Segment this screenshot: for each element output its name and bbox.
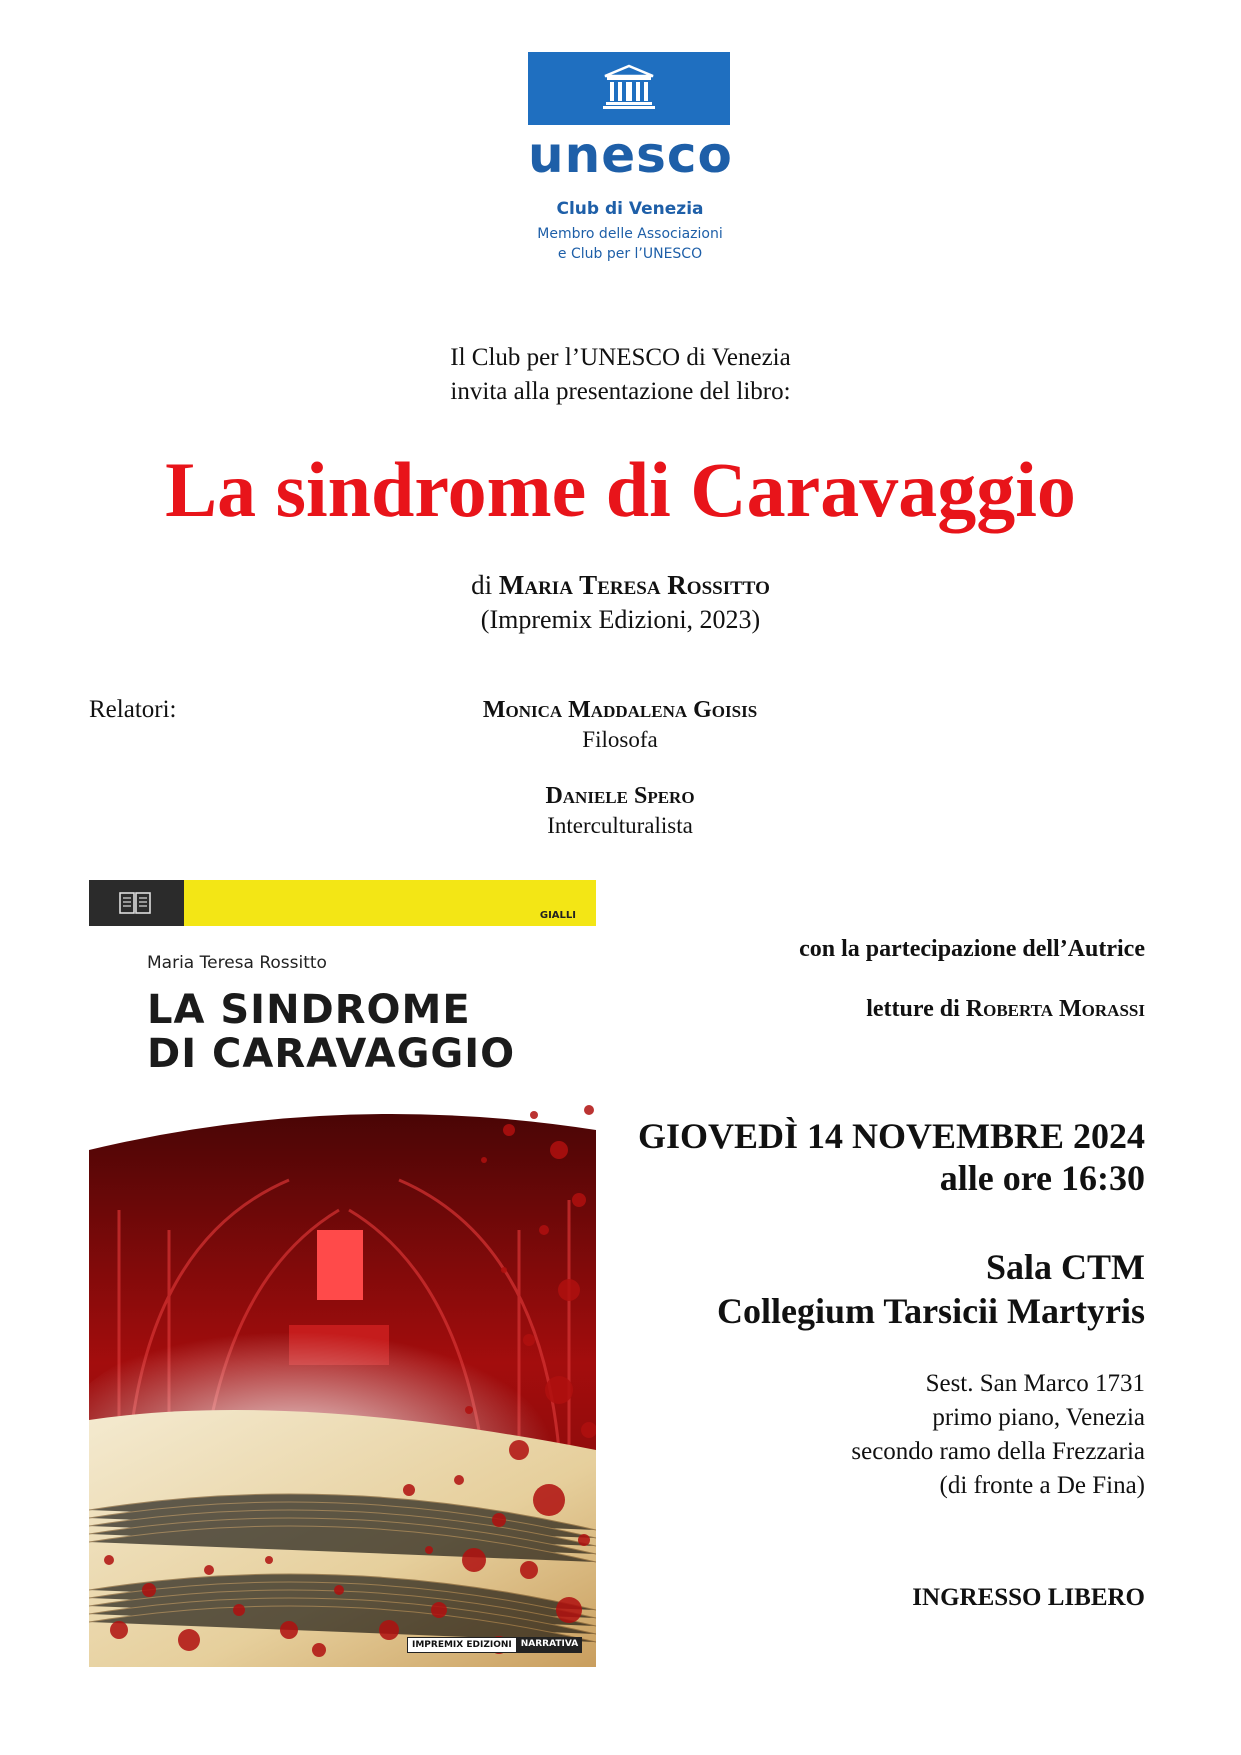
intro-line1: Il Club per l’UNESCO di Venezia <box>450 344 791 371</box>
speaker-1-role: Filosofa <box>582 727 658 752</box>
author-name: Maria Teresa Rossitto <box>498 570 770 600</box>
venue-line2: Collegium Tarsicii Martyris <box>717 1291 1145 1331</box>
readings-line <box>866 996 1145 1023</box>
free-entry: INGRESSO LIBERO <box>912 1584 1145 1611</box>
address-line2: primo piano, Venezia <box>932 1404 1145 1431</box>
author-prefix: di <box>471 570 499 600</box>
address-line3: secondo ramo della Frezzaria <box>851 1438 1145 1465</box>
logo-wordmark: unesco <box>528 126 733 184</box>
participation-line: con la partecipazione dell’Autrice <box>799 936 1145 962</box>
intro-line2: invita alla presentazione del libro: <box>450 378 791 405</box>
readings-prefix: letture di <box>866 996 966 1022</box>
speaker-1-name: Monica Maddalena Goisis <box>482 697 758 723</box>
speaker-2-name: Daniele Spero <box>545 783 695 809</box>
open-book-icon <box>119 891 151 915</box>
cover-title-line1: LA SINDROME <box>147 987 471 1033</box>
speakers-label: Relatori: <box>89 696 177 723</box>
club-subtitle-line1: Membro delle Associazioni <box>537 226 723 242</box>
event-date: GIOVEDÌ 14 NOVEMBRE 2024 <box>637 1116 1145 1156</box>
club-subtitle-line2: e Club per l’UNESCO <box>557 246 703 262</box>
book-cover <box>89 880 596 1667</box>
logo-blue-band <box>528 52 730 125</box>
speaker-2-role: Interculturalista <box>547 813 693 838</box>
cover-publisher-tag: IMPREMIX EDIZIONI <box>407 1637 517 1653</box>
cover-author: Maria Teresa Rossitto <box>147 953 327 973</box>
event-time: alle ore 16:30 <box>939 1158 1145 1198</box>
cover-series-tag: NARRATIVA <box>517 1637 582 1653</box>
cover-footer <box>407 1637 582 1653</box>
address-line4: (di fronte a De Fina) <box>939 1472 1145 1499</box>
temple-icon <box>601 64 657 110</box>
venue-line1: Sala CTM <box>985 1247 1145 1287</box>
address-line1: Sest. San Marco 1731 <box>925 1370 1145 1397</box>
book-title: La sindrome di Caravaggio <box>165 446 1076 533</box>
cover-title-line2: DI CARAVAGGIO <box>147 1031 516 1077</box>
cover-artwork <box>89 1090 596 1667</box>
readings-name: Roberta Morassi <box>965 996 1145 1022</box>
author-line <box>0 568 1241 602</box>
club-name: Club di Venezia <box>556 199 704 219</box>
cover-genre: GIALLI <box>539 910 576 921</box>
unesco-logo <box>528 52 733 186</box>
cover-dark-band <box>89 880 184 926</box>
publisher-line: (Impremix Edizioni, 2023) <box>480 605 761 634</box>
